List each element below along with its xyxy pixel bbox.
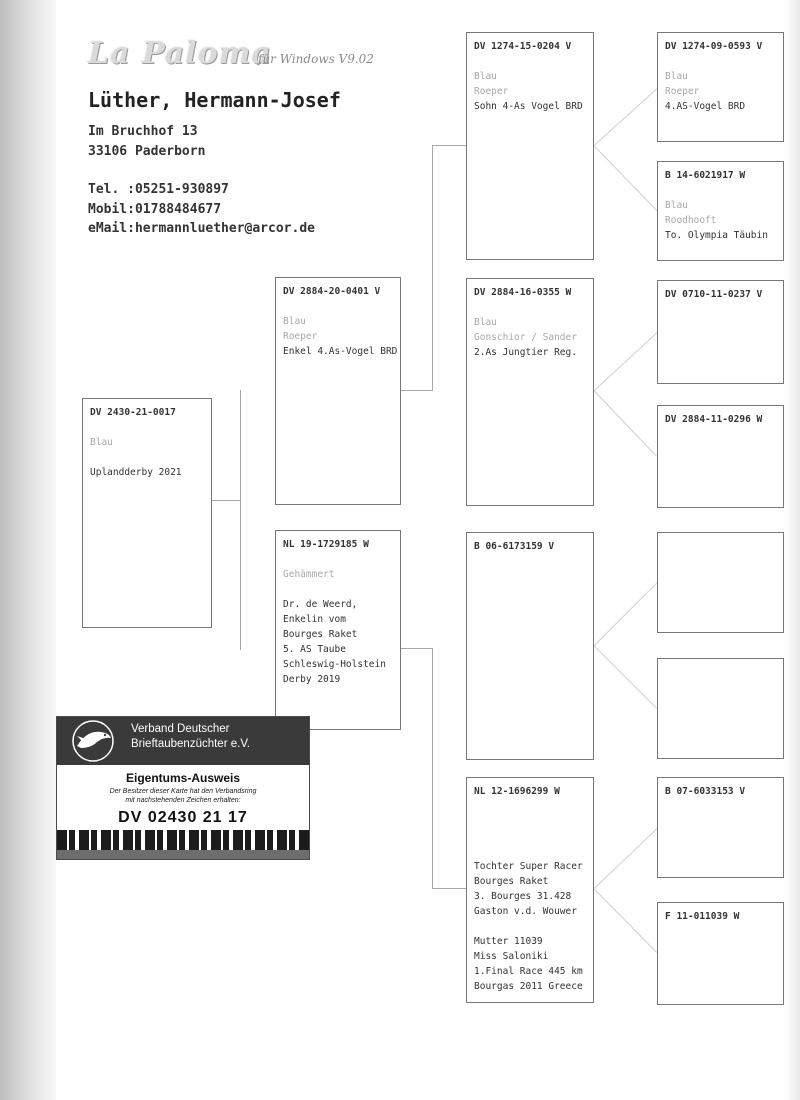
connector-diagonal	[594, 332, 658, 391]
great-grandparent-card-4	[657, 405, 784, 508]
scan-shadow-right	[786, 0, 800, 1100]
parent-card-sire	[275, 277, 401, 505]
connector-diagonal	[593, 888, 657, 953]
great-grandparent-note: 4.AS-Vogel BRD	[665, 101, 746, 112]
great-grandparent-ring: DV 0710-11-0237 V	[665, 289, 763, 300]
parent-card-dam	[275, 530, 401, 730]
grandparent-note: 2.As Jungtier Reg.	[474, 347, 577, 358]
grandparent-ring: DV 2884-16-0355 W	[474, 287, 572, 298]
parent-note: Dr. de Weerd,	[283, 599, 358, 610]
owner-name: Lüther, Hermann-Josef	[88, 88, 341, 112]
grandparent-card-2	[466, 278, 594, 506]
grandparent-note: Bourges Raket	[474, 876, 549, 887]
connector-line	[432, 888, 466, 889]
parent-note: 5. AS Taube	[283, 644, 346, 655]
scan-shadow-left	[0, 0, 56, 1100]
grandparent-note: Sohn 4-As Vogel BRD	[474, 101, 583, 112]
connector-line	[432, 145, 433, 391]
ownership-card-org	[131, 722, 301, 752]
grandparent-ring: NL 12-1696299 W	[474, 786, 560, 797]
grandparent-card-3	[466, 532, 594, 760]
connector-line	[401, 648, 432, 649]
ownership-card-text-line2: mit nachstehenden Zeichen erhalten:	[125, 797, 241, 804]
ownership-card-org-line2: Brieftaubenzüchter e.V.	[131, 738, 251, 750]
great-grandparent-ring: F 11-011039 W	[665, 911, 740, 922]
grandparent-loft: Roeper	[474, 86, 509, 97]
great-grandparent-ring: DV 2884-11-0296 W	[665, 414, 763, 425]
great-grandparent-card-3	[657, 280, 784, 384]
great-grandparent-card-6	[657, 658, 784, 759]
great-grandparent-card-7	[657, 777, 784, 878]
great-grandparent-loft: Roeper	[665, 86, 700, 97]
parent-note: Enkel 4.As-Vogel BRD	[283, 346, 398, 357]
pigeon-card	[82, 398, 212, 628]
ownership-card-org-line1: Verband Deutscher	[131, 723, 230, 735]
great-grandparent-card-8	[657, 902, 784, 1005]
connector-diagonal	[593, 390, 657, 457]
grandparent-ring: DV 1274-15-0204 V	[474, 41, 572, 52]
great-grandparent-loft: Roodhooft	[665, 215, 717, 226]
app-logo: La Paloma	[88, 36, 272, 71]
ownership-card-header	[57, 717, 309, 765]
grandparent-ring: B 06-6173159 V	[474, 541, 555, 552]
pigeon-ring: DV 2430-21-0017	[90, 407, 176, 418]
grandparent-note: Mutter 11039	[474, 936, 543, 947]
owner-street: Im Bruchhof 13	[88, 124, 198, 139]
parent-note: Derby 2019	[283, 674, 341, 685]
ownership-card-text-line1: Der Besitzer dieser Karte hat den Verbandsring	[109, 788, 257, 795]
connector-line	[240, 390, 241, 650]
parent-note: Enkelin vom	[283, 614, 346, 625]
great-grandparent-ring: B 07-6033153 V	[665, 786, 746, 797]
connector-diagonal	[594, 88, 658, 146]
ownership-card-text	[73, 787, 293, 805]
app-logo-subtitle: für Windows V9.02	[258, 52, 374, 66]
parent-loft: Roeper	[283, 331, 318, 342]
ownership-card-bottom-band	[57, 850, 309, 859]
parent-note: Bourges Raket	[283, 629, 358, 640]
connector-diagonal	[593, 145, 657, 211]
grandparent-card-4	[466, 777, 594, 1003]
parent-color: Blau	[283, 316, 306, 327]
connector-line	[432, 145, 466, 146]
connector-line	[401, 390, 432, 391]
pigeon-color: Blau	[90, 437, 113, 448]
ownership-card	[56, 716, 310, 860]
pigeon-note: Uplandderby 2021	[90, 467, 182, 478]
owner-email: eMail:hermannluether@arcor.de	[88, 221, 315, 236]
great-grandparent-ring: DV 1274-09-0593 V	[665, 41, 763, 52]
parent-color: Gehämmert	[283, 569, 335, 580]
connector-line	[212, 500, 240, 501]
connector-diagonal	[594, 828, 658, 889]
ownership-card-title: Eigentums-Ausweis	[125, 771, 241, 785]
grandparent-loft: Gonschior / Sander	[474, 332, 577, 343]
parent-note: Schleswig-Holstein	[283, 659, 386, 670]
owner-phone: Tel. :05251-930897	[88, 182, 229, 197]
grandparent-note: 1.Final Race 445 km	[474, 966, 583, 977]
grandparent-note: 3. Bourges 31.428	[474, 891, 572, 902]
grandparent-card-1	[466, 32, 594, 260]
pigeon-emblem-icon	[63, 718, 123, 764]
great-grandparent-note: To. Olympia Täubin	[665, 230, 768, 241]
great-grandparent-card-5	[657, 532, 784, 633]
grandparent-color: Blau	[474, 317, 497, 328]
grandparent-note: Tochter Super Racer	[474, 861, 583, 872]
parent-ring: NL 19-1729185 W	[283, 539, 369, 550]
owner-mobile: Mobil:01788484677	[88, 202, 222, 217]
grandparent-note: Miss Saloniki	[474, 951, 549, 962]
great-grandparent-ring: B 14-6021917 W	[665, 170, 746, 181]
connector-diagonal	[593, 645, 657, 709]
great-grandparent-card-1	[657, 32, 784, 142]
great-grandparent-color: Blau	[665, 71, 688, 82]
great-grandparent-color: Blau	[665, 200, 688, 211]
grandparent-note: Bourgas 2011 Greece	[474, 981, 583, 992]
parent-ring: DV 2884-20-0401 V	[283, 286, 381, 297]
owner-city: 33106 Paderborn	[88, 144, 206, 159]
great-grandparent-card-2	[657, 161, 784, 261]
connector-line	[432, 648, 433, 888]
grandparent-color: Blau	[474, 71, 497, 82]
connector-diagonal	[594, 582, 658, 646]
ownership-card-pattern	[57, 830, 309, 850]
ownership-card-ring: DV 02430 21 17	[118, 809, 248, 826]
grandparent-note: Gaston v.d. Wouwer	[474, 906, 577, 917]
